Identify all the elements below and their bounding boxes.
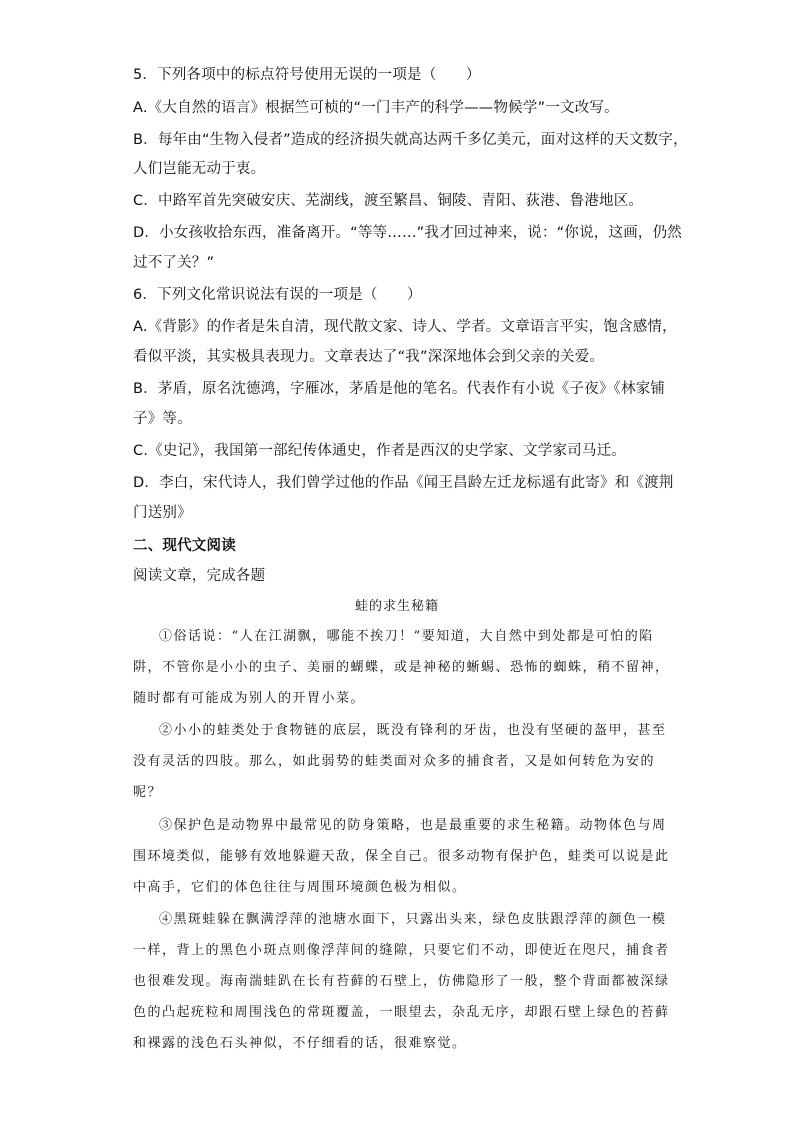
section-heading: 二、现代文阅读 [133,538,236,554]
question-6-option-d: D．李白，宋代诗人，我们曾学过他的作品《闻王昌龄左迁龙标遥有此寄》和《渡荆 [133,475,674,491]
paragraph-4-line: 一样，背上的黑色小斑点则像浮萍间的缝隙，只要它们不动，即使近在咫尺，捕食者 [133,943,670,958]
paragraph-4-line: 和裸露的浅色石头神似，不仔细看的话，很难察觉。 [133,1036,467,1051]
question-5-option-b: B．每年由“生物入侵者”造成的经济损失就高达两千多亿美元，面对这样的天文数字， [133,132,688,148]
question-5-option-d: D．小女孩收拾东西，准备离开。“等等……”我才回过神来，说：“你说，这画，仍然 [133,225,682,241]
question-5-option-c: C．中路军首先突破安庆、芜湖线，渡至繁昌、铜陵、青阳、荻港、鲁港地区。 [133,193,644,209]
paragraph-3-line: 中高手，它们的体色往往与周围环境颜色极为相似。 [133,880,467,895]
paragraph-2-line: 没有灵活的四肢。那么，如此弱势的蛙类面对众多的捕食者，又是如何转危为安的 [133,754,656,769]
paragraph-4-line: 也很难发现。海南湍蛙趴在长有苔藓的石壁上，仿佛隐形了一般，整个背面都被深绿 [133,974,670,989]
section-instruction: 阅读文章，完成各题 [133,568,266,584]
paragraph-1-line: ①俗话说：“人在江湖飘，哪能不挨刀！”要知道，大自然中到处都是可怕的陷 [159,629,654,644]
question-6-option-b-continued: 子》等。 [133,411,192,427]
question-5-option-b-continued: 人们岂能无动于衷。 [133,161,266,177]
question-6-option-c: C.《史记》，我国第一部纪传体通史，作者是西汉的史学家、文学家司马迁。 [133,443,626,459]
question-5-stem: 5．下列各项中的标点符号使用无误的一项是（ ） [133,67,481,83]
question-6-option-a: A.《背影》的作者是朱自清，现代散文家、诗人、学者。文章语言平实，饱含感情， [133,319,677,335]
paragraph-2-line: ②小小的蛙类处于食物链的底层，既没有锋利的牙齿，也没有坚硬的盔甲，甚至 [159,723,667,738]
paragraph-3-line: 围环境类似，能够有效地躲避天敌，保全自己。很多动物有保护色，蛙类可以说是此 [133,849,670,864]
paragraph-2-line: 呢？ [133,785,163,800]
paragraph-1-line: 阱，不管你是小小的虫子、美丽的蝴蝶，或是神秘的蜥蜴、恐怖的蜘蛛，稍不留神， [133,660,670,675]
paragraph-3-line: ③保护色是动物界中最常见的防身策略，也是最重要的求生秘籍。动物体色与周 [159,818,667,833]
question-5-option-a: A.《大自然的语言》根据竺可桢的“一门丰产的科学——物候学”一文改写。 [133,100,619,116]
paragraph-4-line: ④黑斑蛙躲在飘满浮萍的池塘水面下，只露出头来，绿色皮肤跟浮萍的颜色一模 [159,912,667,927]
question-6-option-a-continued: 看似平淡，其实极具表现力。文章表达了“我”深深地体会到父亲的关爱。 [133,349,605,365]
paragraph-1-line: 随时都有可能成为别人的开胃小菜。 [133,691,366,706]
paragraph-4-line: 色的凸起疣粒和周围浅色的常斑覆盖，一眼望去，杂乱无序，却跟石壁上绿色的苔藓 [133,1005,670,1020]
question-5-option-d-continued: 过不了关？” [133,255,215,271]
question-6-stem: 6．下列文化常识说法有误的一项是（ ） [133,287,422,303]
question-6-option-d-continued: 门送别》 [133,505,192,521]
article-title: 蛙的求生秘籍 [354,599,439,614]
question-6-option-b: B．茅盾，原名沈德鸿，字雁冰，茅盾是他的笔名。代表作有小说《子夜》《林家铺 [133,381,666,397]
